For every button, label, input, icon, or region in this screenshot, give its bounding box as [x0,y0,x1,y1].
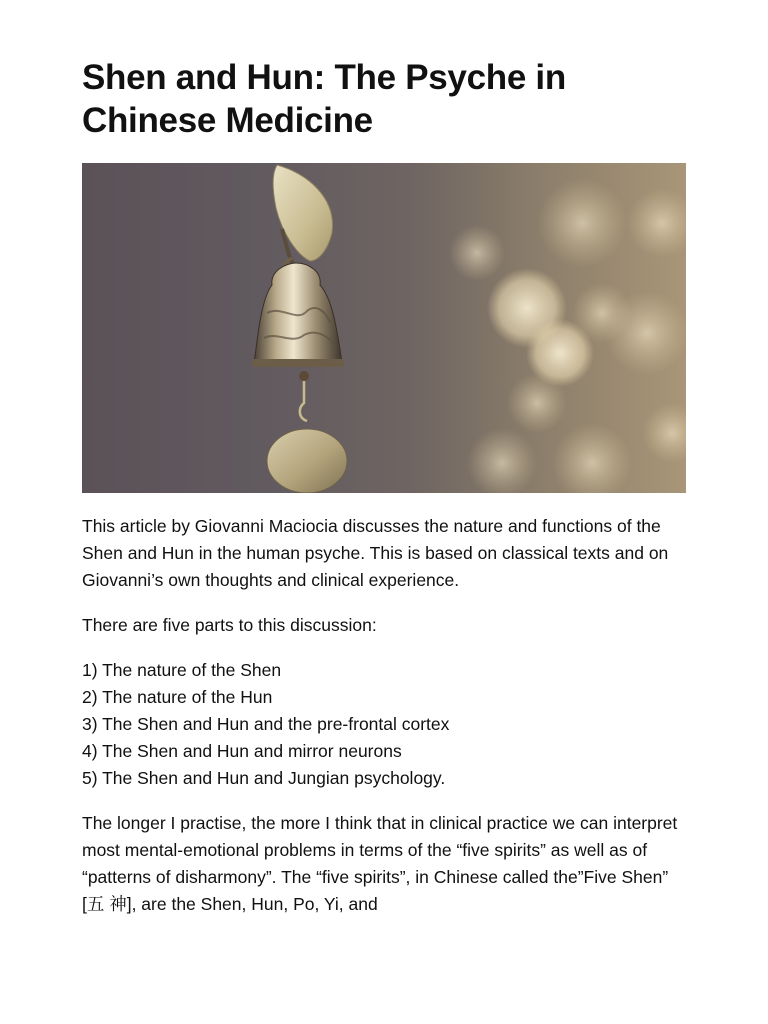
hero-image [82,163,686,493]
article-body [82,513,686,918]
article-title: Shen and Hun: The Psyche in Chinese Medicine [82,58,566,140]
intro-paragraph: This article by Giovanni Maciocia discusses the nature and functions of the Shen and Hun in the human psyche. This is based on classical texts and on Giovanni’s own thoughts and clinical experience. [82,516,669,590]
list-item: 2) The nature of the Hun [82,687,273,707]
list-item: 5) The Shen and Hun and Jungian psychology. [82,768,446,788]
list-item: 4) The Shen and Hun and mirror neurons [82,741,402,761]
parts-list [82,657,686,792]
wind-chime-bell-photo-icon [82,163,686,493]
list-item: 1) The nature of the Shen [82,660,282,680]
parts-lead-paragraph: There are five parts to this discussion: [82,615,377,635]
closing-paragraph: The longer I practise, the more I think that in clinical practice we can interpret most mental-emotional problems in terms of the “five spirits” as well as of “patterns of disharmony”. The “five spirits”, in Chinese called the”Five Shen” [五 神], are the Shen, Hun, Po, Yi, and [82,813,678,914]
article [82,0,686,936]
list-item: 3) The Shen and Hun and the pre-frontal cortex [82,714,450,734]
